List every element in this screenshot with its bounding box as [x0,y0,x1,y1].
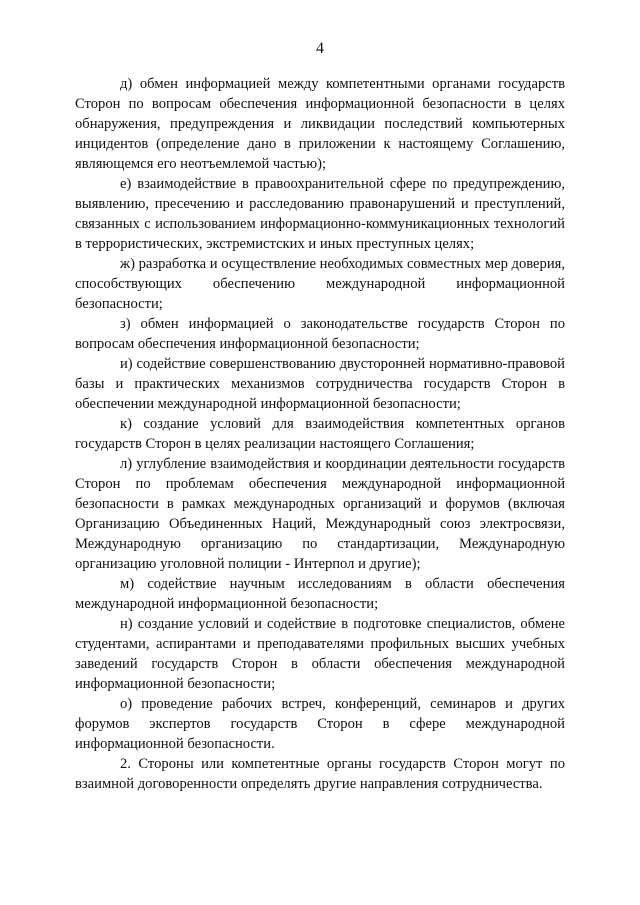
paragraph-o: о) проведение рабочих встреч, конференций, семинаров и других форумов экспертов государств Сторон в сфере международной информационной безопасности. [75,696,565,752]
paragraph-2: 2. Стороны или компетентные органы государств Сторон могут по взаимной договоренности определять другие направления сотрудничества. [75,756,565,792]
paragraph-l: л) углубление взаимодействия и координации деятельности государств Сторон по проблемам обеспечения международной информационной безопасности в рамках международных организаций и форумов (включая Организацию Объединенных Наций, Международный союз электросвязи, Международную организацию по стандартизации, Международную организацию уголовной полиции - Интерпол и другие); [75,456,565,572]
document-body [75,74,565,794]
paragraph-d: д) обмен информацией между компетентными органами государств Сторон по вопросам обеспечения информационной безопасности в целях обнаружения, предупреждения и ликвидации последствий компьютерных инцидентов (определение дано в приложении к настоящему Соглашению, являющемся его неотъемлемой частью); [75,76,565,172]
paragraph-i: и) содействие совершенствованию двусторонней нормативно-правовой базы и практических механизмов сотрудничества государств Сторон в обеспечении международной информационной безопасности; [75,356,565,412]
page-number: 4 [316,40,324,57]
paragraph-k: к) создание условий для взаимодействия компетентных органов государств Сторон в целях реализации настоящего Соглашения; [75,416,565,452]
paragraph-n: н) создание условий и содействие в подготовке специалистов, обмене студентами, аспирантами и преподавателями профильных высших учебных заведений государств Сторон в области обеспечения международной информационной безопасности; [75,616,565,692]
paragraph-m: м) содействие научным исследованиям в области обеспечения международной информационной безопасности; [75,576,565,612]
paragraph-z: з) обмен информацией о законодательстве государств Сторон по вопросам обеспечения информационной безопасности; [75,316,565,352]
paragraph-e: е) взаимодействие в правоохранительной сфере по предупреждению, выявлению, пресечению и расследованию правонарушений и преступлений, связанных с использованием информационно-коммуникационных технологий в террористических, экстремистских и иных преступных целях; [75,176,565,252]
paragraph-zh: ж) разработка и осуществление необходимых совместных мер доверия, способствующих обеспечению международной информационной безопасности; [75,256,565,312]
